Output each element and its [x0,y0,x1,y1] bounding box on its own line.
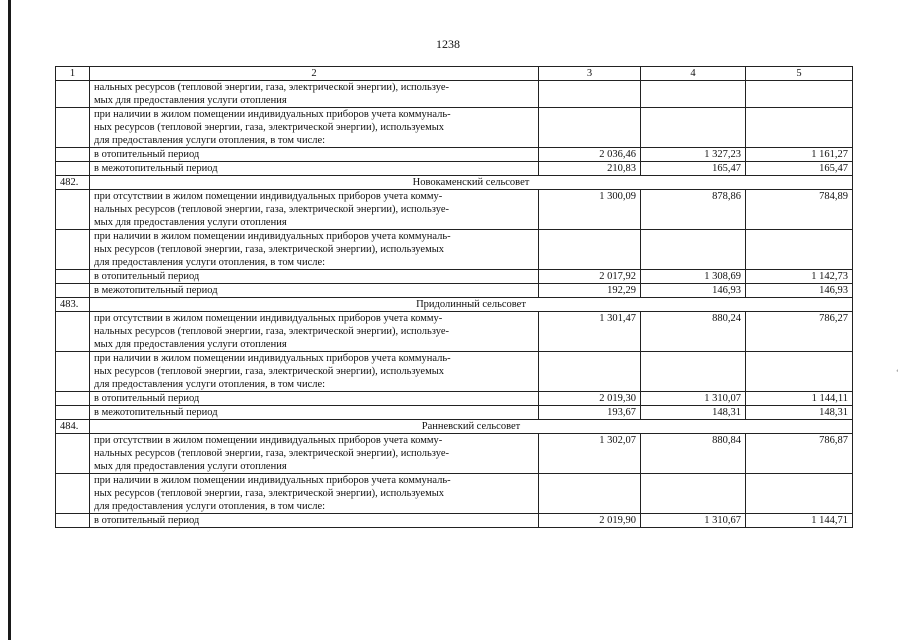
description-line: при отсутствии в жилом помещении индивидуальных приборов учета комму- [94,435,443,446]
description-cell [90,392,539,406]
row-index [56,434,90,474]
value-col-4: 165,47 [641,162,746,176]
description-cell [90,162,539,176]
value-col-4 [641,108,746,148]
value-col-4: 880,84 [641,434,746,474]
column-number-4: 4 [641,67,746,81]
description-line: мых для предоставления услуги отопления [94,217,287,228]
description-cell [90,474,539,514]
value-col-5: 1 161,27 [746,148,853,162]
description-cell [90,352,539,392]
page-number: 1238 [436,37,460,51]
description-cell [90,434,539,474]
description-line: в отопительный период [94,149,200,160]
description-line: для предоставления услуги отопления, в том числе: [94,257,326,268]
value-col-3: 2 019,90 [539,514,641,528]
value-col-5: 1 142,73 [746,270,853,284]
value-col-5: 786,27 [746,312,853,352]
value-col-4: 878,86 [641,190,746,230]
value-col-3: 2 036,46 [539,148,641,162]
row-index [56,474,90,514]
table-row [56,190,853,230]
row-index [56,406,90,420]
row-index [56,148,90,162]
table-row [56,406,853,420]
description-line: при наличии в жилом помещении индивидуальных приборов учета коммуналь- [94,231,451,242]
value-col-4 [641,352,746,392]
table-row [56,392,853,406]
row-index [56,352,90,392]
table-row [56,108,853,148]
description-line: ных ресурсов (тепловой энергии, газа, электрической энергии), используемых [94,244,445,255]
value-col-3 [539,474,641,514]
row-index [56,392,90,406]
value-col-5: 784,89 [746,190,853,230]
row-index: 482. [56,176,90,190]
value-col-3: 192,29 [539,284,641,298]
value-col-4: 1 327,23 [641,148,746,162]
value-col-5 [746,230,853,270]
column-number-3: 3 [539,67,641,81]
table-row [56,284,853,298]
table-body [56,67,853,528]
value-col-4: 1 310,07 [641,392,746,406]
value-col-4: 880,24 [641,312,746,352]
value-col-3: 1 300,09 [539,190,641,230]
column-number-5: 5 [746,67,853,81]
row-index [56,81,90,108]
value-col-3 [539,81,641,108]
description-line: при отсутствии в жилом помещении индивидуальных приборов учета комму- [94,313,443,324]
row-index [56,270,90,284]
table-row [56,434,853,474]
row-index [56,284,90,298]
table-row [56,162,853,176]
value-col-3: 210,83 [539,162,641,176]
value-col-4: 1 308,69 [641,270,746,284]
value-col-4 [641,230,746,270]
value-col-3: 193,67 [539,406,641,420]
description-cell [90,108,539,148]
description-line: мых для предоставления услуги отопления [94,339,287,350]
value-col-4: 148,31 [641,406,746,420]
value-col-3: 1 302,07 [539,434,641,474]
value-col-4: 1 310,67 [641,514,746,528]
value-col-5: 146,93 [746,284,853,298]
value-col-3 [539,230,641,270]
description-cell [90,406,539,420]
row-index [56,230,90,270]
margin-mark: ‘ [896,368,899,377]
value-col-3 [539,108,641,148]
description-line: в межотопительный период [94,407,218,418]
description-line: при наличии в жилом помещении индивидуальных приборов учета коммуналь- [94,109,451,120]
value-col-4 [641,81,746,108]
description-line: при наличии в жилом помещении индивидуальных приборов учета коммуналь- [94,353,451,364]
section-header-row [56,420,853,434]
table-header-row [56,67,853,81]
value-col-5 [746,352,853,392]
description-line: при наличии в жилом помещении индивидуальных приборов учета коммуналь- [94,475,451,486]
description-line: в отопительный период [94,393,200,404]
value-col-3: 1 301,47 [539,312,641,352]
section-header-row [56,176,853,190]
table-row [56,81,853,108]
value-col-5 [746,108,853,148]
description-line: ных ресурсов (тепловой энергии, газа, электрической энергии), используемых [94,366,445,377]
description-line: для предоставления услуги отопления, в том числе: [94,379,326,390]
description-cell [90,284,539,298]
description-line: нальных ресурсов (тепловой энергии, газа, электрической энергии), используе- [94,326,449,337]
value-col-4: 146,93 [641,284,746,298]
value-col-5 [746,474,853,514]
description-cell [90,190,539,230]
table-row [56,312,853,352]
description-line: при отсутствии в жилом помещении индивидуальных приборов учета комму- [94,191,443,202]
description-line: для предоставления услуги отопления, в том числе: [94,501,326,512]
page-edge-bar [8,0,11,640]
description-line: мых для предоставления услуги отопления [94,461,287,472]
description-line: ных ресурсов (тепловой энергии, газа, электрической энергии), используемых [94,488,445,499]
description-cell [90,312,539,352]
description-cell [90,230,539,270]
description-line: нальных ресурсов (тепловой энергии, газа, электрической энергии), используе- [94,82,449,93]
description-line: в отопительный период [94,515,200,526]
table-row [56,230,853,270]
table-row [56,148,853,162]
table-row [56,514,853,528]
description-line: в межотопительный период [94,163,218,174]
row-index [56,514,90,528]
description-line: в межотопительный период [94,285,218,296]
description-cell [90,148,539,162]
row-index: 484. [56,420,90,434]
row-index [56,190,90,230]
description-line: мых для предоставления услуги отопления [94,95,287,106]
description-line: нальных ресурсов (тепловой энергии, газа, электрической энергии), используе- [94,448,449,459]
tariff-table [55,66,853,528]
description-line: для предоставления услуги отопления, в том числе: [94,135,326,146]
description-cell [90,270,539,284]
value-col-5: 165,47 [746,162,853,176]
description-cell [90,81,539,108]
row-index [56,162,90,176]
description-cell [90,514,539,528]
section-title: Придолинный сельсовет [90,298,853,312]
section-title: Ранневский сельсовет [90,420,853,434]
value-col-5: 1 144,71 [746,514,853,528]
table-row [56,474,853,514]
description-line: нальных ресурсов (тепловой энергии, газа, электрической энергии), используе- [94,204,449,215]
value-col-3: 2 019,30 [539,392,641,406]
value-col-5 [746,81,853,108]
description-line: в отопительный период [94,271,200,282]
row-index: 483. [56,298,90,312]
value-col-3: 2 017,92 [539,270,641,284]
row-index [56,312,90,352]
table-row [56,352,853,392]
section-title: Новокаменский сельсовет [90,176,853,190]
column-number-1: 1 [56,67,90,81]
table-row [56,270,853,284]
section-header-row [56,298,853,312]
value-col-4 [641,474,746,514]
value-col-5: 148,31 [746,406,853,420]
row-index [56,108,90,148]
description-line: ных ресурсов (тепловой энергии, газа, электрической энергии), используемых [94,122,445,133]
column-number-2: 2 [90,67,539,81]
value-col-5: 1 144,11 [746,392,853,406]
value-col-3 [539,352,641,392]
value-col-5: 786,87 [746,434,853,474]
